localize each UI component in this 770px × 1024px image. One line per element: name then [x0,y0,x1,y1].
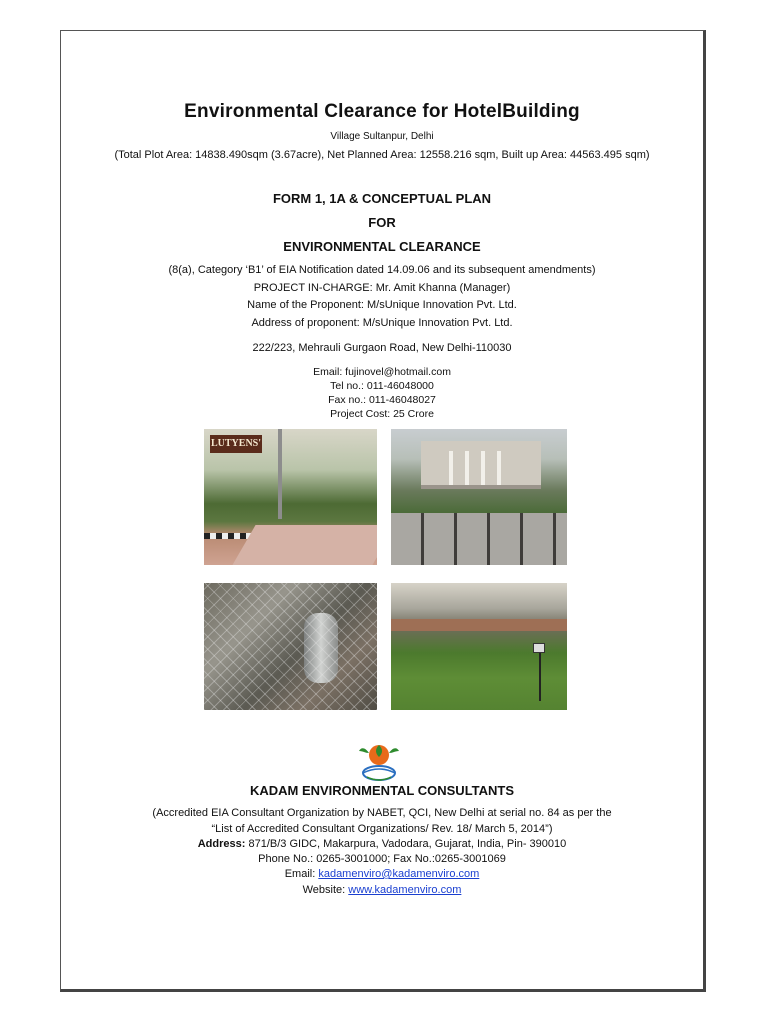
form-heading-3: ENVIRONMENTAL CLEARANCE [283,239,481,254]
project-incharge: PROJECT IN-CHARGE: Mr. Amit Khanna (Manager) [253,282,511,294]
lamp-icon [533,643,545,653]
column-shape [481,451,485,485]
hotel-sign: LUTYENS' [210,435,262,453]
consultant-name: KADAM ENVIRONMENTAL CONSULTANTS [249,783,515,798]
accreditation-line-2: “List of Accredited Consultant Organizations/ Rev. 18/ March 5, 2014”) [211,823,553,835]
email-link[interactable]: kadamenviro@kadamenviro.com [318,868,480,880]
accreditation-line-1: (Accredited EIA Consultant Organization by NABET, QCI, New Delhi at serial no. 84 as per the [152,807,612,819]
email-label: Email: [284,868,316,880]
project-cost: Project Cost: 25 Crore [330,408,434,420]
contact-fax: Fax no.: 011-46048027 [328,394,436,406]
plant-equipment-photo [204,583,377,710]
website-label: Website: [302,884,346,896]
consultant-website [61,884,703,896]
website-link[interactable]: www.kadamenviro.com [348,884,462,896]
column-shape [497,451,501,485]
contact-tel: Tel no.: 011-46048000 [330,380,434,392]
contact-email: Email: fujinovel@hotmail.com [313,366,451,378]
area-line: (Total Plot Area: 14838.490sqm (3.67acre), Net Planned Area: 12558.216 sqm, Built up Area: 44563.495 sqm) [114,149,650,161]
document-page [60,30,706,992]
plaza-shape [391,513,567,565]
fence-shape [204,583,377,710]
pathway-shape [232,525,377,565]
street-address: 222/223, Mehrauli Gurgaon Road, New Delhi-110030 [252,342,512,354]
address-value: 871/B/3 GIDC, Makarpura, Vadodara, Gujarat, India, Pin- 390010 [248,838,567,850]
lawn-photo [391,583,567,710]
column-shape [449,451,453,485]
consultant-phone: Phone No.: 0265-3001000; Fax No.:0265-3001069 [258,853,506,865]
village-line: Village Sultanpur, Delhi [330,131,434,142]
document-title: Environmental Clearance for HotelBuilding [184,101,580,122]
wall-shape [391,619,567,631]
category-line: (8(a), Category ‘B1’ of EIA Notification dated 14.09.06 and its subsequent amendments) [168,264,596,276]
lamp-pole-shape [539,651,541,701]
pole-shape [278,429,282,519]
form-heading-2: FOR [368,215,396,230]
address-label: Address: [197,838,246,850]
column-shape [465,451,469,485]
consultant-address [61,838,703,850]
consultant-email [61,868,703,880]
proponent-address: Address of proponent: M/sUnique Innovation Pvt. Ltd. [251,317,513,329]
hotel-entrance-photo [204,429,377,565]
form-heading-1: FORM 1, 1A & CONCEPTUAL PLAN [272,191,492,206]
proponent-name: Name of the Proponent: M/sUnique Innovation Pvt. Ltd. [247,299,517,311]
hotel-facade-photo [391,429,567,565]
kadam-logo-icon [355,739,403,783]
